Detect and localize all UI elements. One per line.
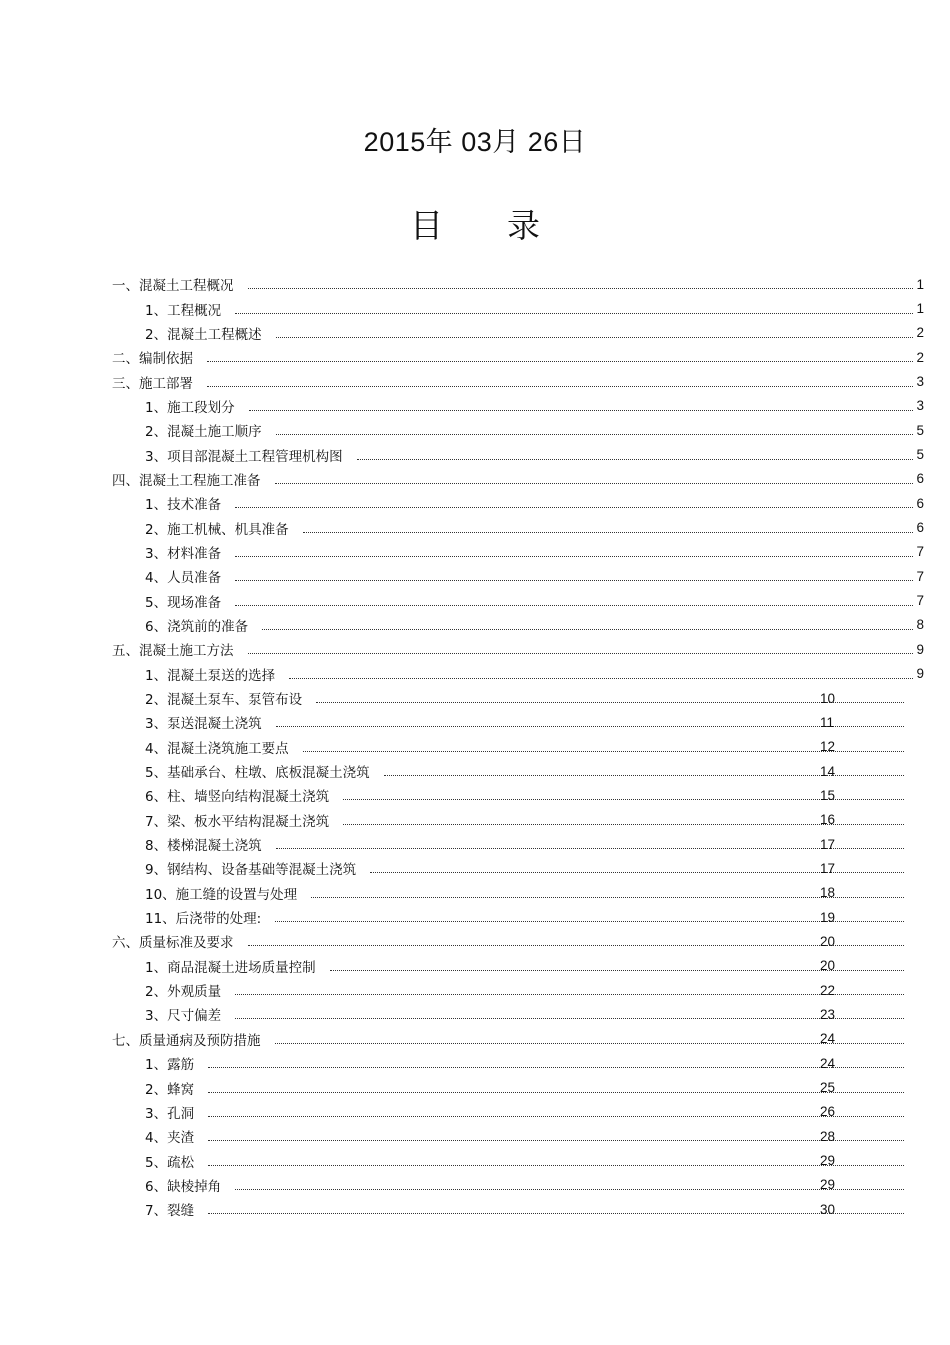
toc-entry[interactable]: [112, 905, 924, 929]
toc-dot-leader: [276, 725, 904, 727]
toc-entry-page: 3: [916, 398, 924, 414]
toc-entry-label: 5、基础承台、柱墩、底板混凝土浇筑: [145, 765, 370, 782]
toc-entry-label: 4、夹渣: [145, 1130, 195, 1147]
toc-dot-leader: [208, 1066, 904, 1068]
toc-dot-leader: [276, 336, 914, 338]
toc-entry-page: 23: [820, 1006, 836, 1022]
toc-entry-label: 五、混凝土施工方法: [112, 643, 234, 660]
toc-entry[interactable]: [112, 1124, 924, 1148]
toc-dot-leader: [275, 920, 904, 922]
toc-entry[interactable]: [112, 662, 924, 686]
toc-entry-page: 3: [916, 374, 924, 390]
toc-entry-page: 17: [820, 836, 836, 852]
table-of-contents: [112, 272, 924, 1221]
toc-dot-leader: [357, 458, 914, 460]
toc-entry-page: 7: [916, 544, 924, 560]
toc-entry[interactable]: [112, 1075, 924, 1099]
toc-entry-label: 5、现场准备: [145, 594, 222, 611]
toc-dot-leader: [249, 409, 914, 411]
toc-entry-label: 2、混凝土施工顺序: [145, 424, 262, 441]
toc-entry-page: 6: [916, 520, 924, 536]
toc-dot-leader: [248, 287, 914, 289]
toc-dot-leader: [235, 506, 913, 508]
toc-entry[interactable]: [112, 1197, 924, 1221]
toc-entry[interactable]: [112, 1002, 924, 1026]
toc-entry-label: 7、梁、板水平结构混凝土浇筑: [145, 813, 330, 830]
toc-entry[interactable]: [112, 686, 924, 710]
toc-dot-leader: [235, 1017, 904, 1019]
toc-entry-label: 2、混凝土泵车、泵管布设: [145, 692, 303, 709]
toc-entry-label: 一、混凝土工程概况: [112, 278, 234, 295]
toc-entry-label: 1、商品混凝土进场质量控制: [145, 959, 316, 976]
toc-entry-label: 9、钢结构、设备基础等混凝土浇筑: [145, 862, 357, 879]
toc-entry-page: 25: [820, 1080, 836, 1096]
toc-entry[interactable]: [112, 467, 924, 491]
toc-entry-page: 16: [820, 812, 836, 828]
toc-entry-page: 28: [820, 1128, 836, 1144]
toc-entry-page: 17: [820, 860, 836, 876]
toc-dot-leader: [303, 531, 914, 533]
toc-dot-leader: [207, 360, 913, 362]
toc-entry[interactable]: [112, 637, 924, 661]
toc-entry-label: 3、孔洞: [145, 1105, 195, 1122]
toc-entry-label: 3、项目部混凝土工程管理机构图: [145, 448, 343, 465]
toc-entry-page: 5: [916, 447, 924, 463]
toc-entry-page: 30: [820, 1201, 836, 1217]
toc-entry-page: 5: [916, 422, 924, 438]
toc-entry-label: 二、编制依据: [112, 351, 193, 368]
toc-entry[interactable]: [112, 1173, 924, 1197]
toc-dot-leader: [316, 701, 904, 703]
toc-entry[interactable]: [112, 808, 924, 832]
toc-entry-label: 2、混凝土工程概述: [145, 326, 262, 343]
toc-entry[interactable]: [112, 1148, 924, 1172]
toc-entry-label: 7、裂缝: [145, 1203, 195, 1220]
toc-entry-label: 10、施工缝的设置与处理: [145, 886, 298, 903]
toc-entry[interactable]: [112, 613, 924, 637]
toc-dot-leader: [275, 1042, 905, 1044]
document-date: 2015年 03月 26日: [363, 127, 587, 157]
toc-dot-leader: [208, 1115, 904, 1117]
toc-entry-label: 1、工程概况: [145, 302, 222, 319]
toc-entry-label: 1、露筋: [145, 1057, 195, 1074]
toc-entry[interactable]: [112, 564, 924, 588]
toc-entry-label: 2、外观质量: [145, 984, 222, 1001]
toc-entry[interactable]: [112, 540, 924, 564]
toc-entry-page: 18: [820, 885, 836, 901]
toc-entry[interactable]: [112, 296, 924, 320]
toc-entry-page: 6: [916, 495, 924, 511]
toc-entry[interactable]: [112, 588, 924, 612]
toc-entry-label: 3、尺寸偏差: [145, 1008, 222, 1025]
toc-dot-leader: [208, 1164, 904, 1166]
toc-entry[interactable]: [112, 321, 924, 345]
toc-dot-leader: [262, 628, 913, 630]
toc-title-char-2: 录: [507, 206, 540, 245]
toc-entry-page: 9: [916, 641, 924, 657]
toc-entry-label: 4、人员准备: [145, 570, 222, 587]
toc-dot-leader: [303, 750, 904, 752]
toc-dot-leader: [235, 555, 913, 557]
toc-dot-leader: [208, 1212, 904, 1214]
toc-entry-page: 2: [916, 325, 924, 341]
toc-dot-leader: [235, 993, 904, 995]
toc-dot-leader: [330, 969, 904, 971]
toc-entry[interactable]: [112, 978, 924, 1002]
toc-dot-leader: [276, 847, 904, 849]
toc-entry[interactable]: [112, 1051, 924, 1075]
toc-entry-label: 七、质量通病及预防措施: [112, 1032, 261, 1049]
toc-entry-label: 6、柱、墙竖向结构混凝土浇筑: [145, 789, 330, 806]
toc-dot-leader: [235, 312, 913, 314]
toc-entry-label: 4、混凝土浇筑施工要点: [145, 740, 289, 757]
toc-entry[interactable]: [112, 442, 924, 466]
toc-entry-label: 1、混凝土泵送的选择: [145, 667, 276, 684]
toc-entry-page: 29: [820, 1177, 836, 1193]
toc-entry-label: 3、泵送混凝土浇筑: [145, 716, 262, 733]
toc-dot-leader: [248, 652, 914, 654]
toc-entry-page: 14: [820, 763, 836, 779]
toc-entry-label: 6、浇筑前的准备: [145, 618, 249, 635]
toc-entry-page: 12: [820, 739, 836, 755]
toc-title-char-1: 目: [410, 206, 443, 245]
toc-dot-leader: [208, 1091, 904, 1093]
toc-entry[interactable]: [112, 759, 924, 783]
toc-entry-page: 7: [916, 568, 924, 584]
toc-entry-label: 1、施工段划分: [145, 399, 235, 416]
toc-entry[interactable]: [112, 1027, 924, 1051]
toc-entry-page: 10: [820, 690, 836, 706]
toc-entry-label: 三、施工部署: [112, 375, 193, 392]
toc-entry[interactable]: [112, 515, 924, 539]
toc-entry-label: 6、缺棱掉角: [145, 1178, 222, 1195]
toc-entry-label: 六、质量标准及要求: [112, 935, 234, 952]
toc-entry-label: 2、蜂窝: [145, 1081, 195, 1098]
toc-entry[interactable]: [112, 783, 924, 807]
toc-entry[interactable]: [112, 735, 924, 759]
toc-dot-leader: [289, 677, 913, 679]
toc-entry[interactable]: [112, 491, 924, 515]
toc-entry-page: 1: [916, 276, 924, 292]
toc-entry-page: 2: [916, 349, 924, 365]
toc-entry[interactable]: [112, 856, 924, 880]
toc-entry-label: 8、楼梯混凝土浇筑: [145, 838, 262, 855]
toc-title: [0, 200, 950, 247]
toc-entry[interactable]: [112, 1100, 924, 1124]
toc-entry[interactable]: [112, 369, 924, 393]
toc-dot-leader: [207, 385, 913, 387]
toc-entry[interactable]: [112, 272, 924, 296]
toc-entry[interactable]: [112, 418, 924, 442]
toc-entry-page: 24: [820, 1031, 836, 1047]
toc-entry-page: 1: [916, 301, 924, 317]
toc-dot-leader: [235, 604, 913, 606]
toc-entry[interactable]: [112, 832, 924, 856]
toc-entry-page: 29: [820, 1153, 836, 1169]
toc-entry-label: 11、后浇带的处理:: [145, 911, 262, 928]
toc-entry-page: 22: [820, 982, 836, 998]
toc-entry-label: 2、施工机械、机具准备: [145, 521, 289, 538]
toc-entry[interactable]: [112, 954, 924, 978]
toc-entry[interactable]: [112, 929, 924, 953]
toc-dot-leader: [235, 1188, 904, 1190]
toc-entry-label: 1、技术准备: [145, 497, 222, 514]
toc-dot-leader: [208, 1139, 904, 1141]
toc-entry-page: 20: [820, 958, 836, 974]
toc-dot-leader: [235, 579, 913, 581]
toc-entry-page: 11: [820, 714, 835, 730]
toc-entry-page: 26: [820, 1104, 836, 1120]
toc-entry[interactable]: [112, 394, 924, 418]
toc-dot-leader: [276, 433, 914, 435]
toc-entry-page: 9: [916, 666, 924, 682]
toc-entry-page: 8: [916, 617, 924, 633]
toc-entry-page: 24: [820, 1055, 836, 1071]
toc-entry[interactable]: [112, 345, 924, 369]
toc-entry-label: 3、材料准备: [145, 545, 222, 562]
toc-entry-page: 7: [916, 593, 924, 609]
toc-dot-leader: [311, 896, 904, 898]
toc-entry-page: 19: [820, 909, 836, 925]
toc-dot-leader: [275, 482, 914, 484]
toc-entry-page: 15: [820, 787, 836, 803]
toc-dot-leader: [248, 944, 905, 946]
toc-entry[interactable]: [112, 710, 924, 734]
toc-entry-label: 四、混凝土工程施工准备: [112, 472, 261, 489]
toc-entry-label: 5、疏松: [145, 1154, 195, 1171]
toc-entry[interactable]: [112, 881, 924, 905]
toc-entry-page: 20: [820, 933, 836, 949]
toc-entry-page: 6: [916, 471, 924, 487]
